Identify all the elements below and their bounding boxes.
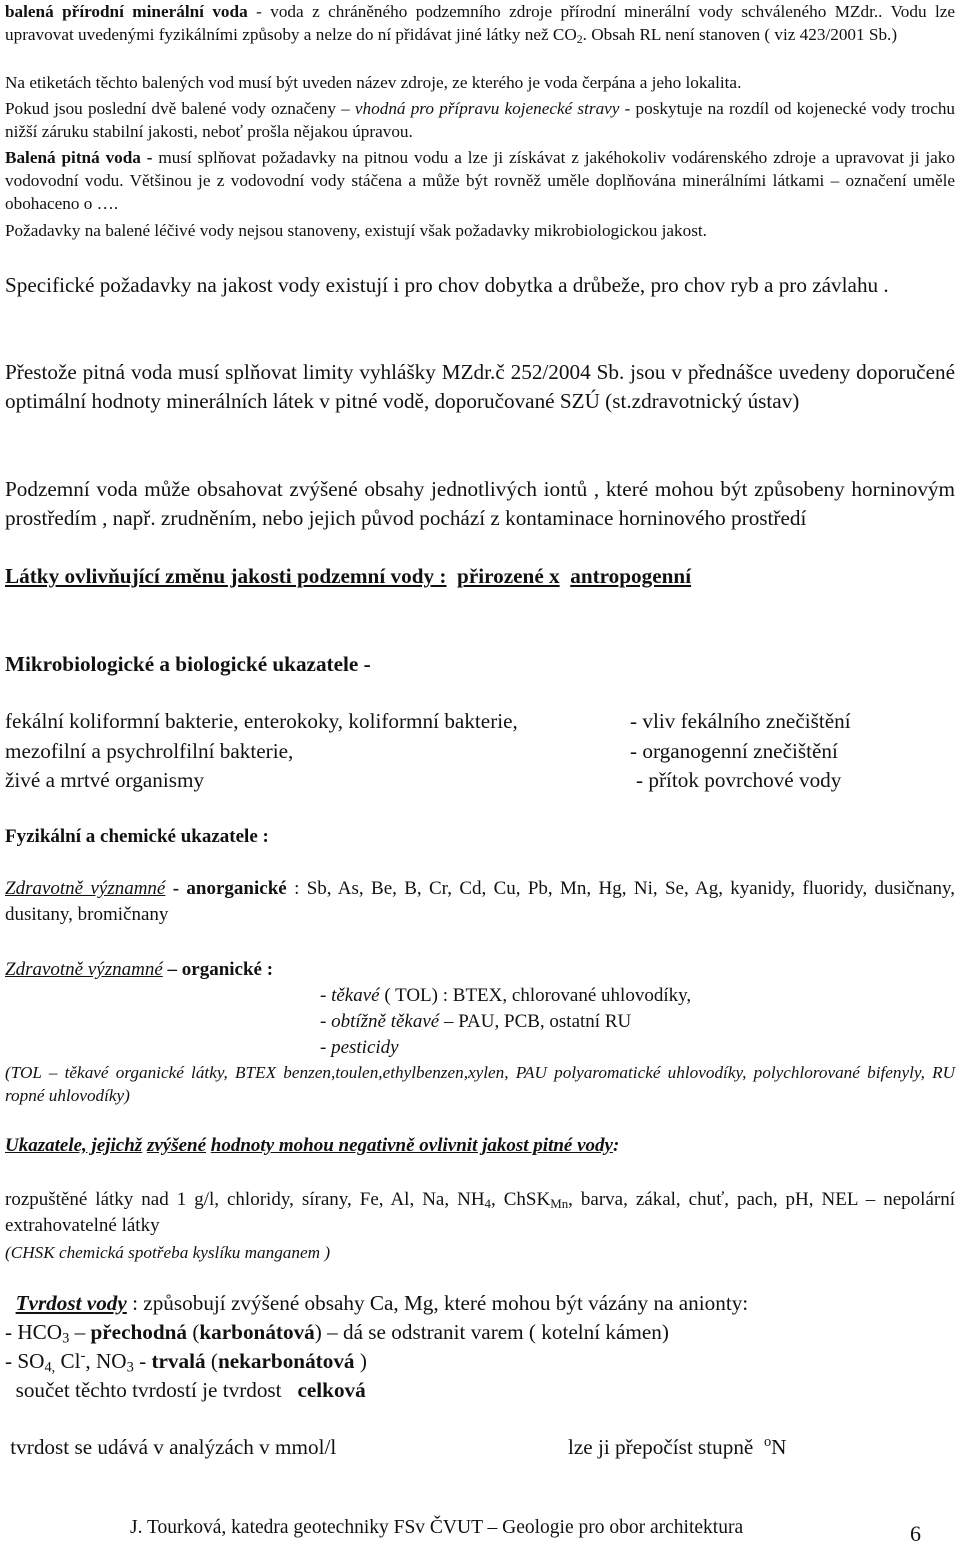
list-item: fekální koliformní bakterie, enterokoky, koliformní bakterie, - vliv fekálního znečištění — [5, 709, 851, 733]
tvrdost-line-3: - $SO_{4,}$ Cl-, $NO_3$ - trvalá (nekarbonátová ) — [5, 1348, 367, 1376]
list-item: - obtížně těkavé – PAU, PCB, ostatní RU — [320, 1011, 632, 1032]
paragraph-dissolved-substances: rozpuštěné látky nad 1 g/l, chloridy, sírany, Fe, Al, Na, $NH_4$, ChSK$_{Mn}$, barva, zákal, chuť, pach, pH, NEL – nepolární extrahovatelné látky — [5, 1189, 955, 1236]
heading-physical-chemical: Fyzikální a chemické ukazatele : — [5, 826, 269, 847]
paragraph-bottled-drinking-water: Balená pitná voda - musí splňovat požadavky na pitnou vodu a lze ji získávat z jakéhokoliv vodárenského zdroje a upravovat ji jako vodovodní vodu. Většinou je z vodovodní vody stáčena a může být rovněž uměle doplňována minerálními látkami – označení uměle obohaceno o …. — [5, 148, 955, 214]
list-item: - pesticidy — [320, 1037, 399, 1058]
note-chsk: (CHSK chemická spotřeba kyslíku manganem ) — [5, 1243, 331, 1262]
page-footer — [130, 1517, 950, 1546]
paragraph-inorganic: Zdravotně významné - anorganické : Sb, As, Be, B, Cr, Cd, Cu, Pb, Mn, Hg, Ni, Se, Ag, kyanidy, fluoridy, dusičnany, dusitany, bromičnany — [5, 878, 956, 925]
organic-list — [5, 983, 955, 1061]
tvrdost-line-2: - $HCO_3$ – přechodná (karbonátová) – dá se odstranit varem ( kotelní kámen) — [5, 1320, 669, 1347]
heading-organic: Zdravotně významné – organické : — [5, 959, 274, 980]
paragraph-groundwater-ions: Podzemní voda může obsahovat zvýšené obsahy jednotlivých iontů , které mohou být způsobeny horninovým prostředím , např. zrudněním, nebo jejich původ pochází z kontaminace horninového prostředí — [5, 477, 955, 530]
list-item: mezofilní a psychrolfilní bakterie, - organogenní znečištění — [5, 738, 838, 763]
paragraph-drinking-water-limits: Přestože pitná voda musí splňovat limity vyhlášky MZdr.č 252/2004 Sb. jsou v přednášce uvedeny doporučené optimální hodnoty minerálních látek v pitné vodě, doporučované SZÚ (st.zdravotnický ústav) — [5, 360, 955, 413]
page-number: 6 — [910, 1521, 921, 1546]
tvrdost-line-4: součet těchto tvrdostí je tvrdost celková — [5, 1378, 366, 1402]
heading-quality-factors: Látky ovlivňující změnu jakosti podzemní vody : přirozené x antropogenní — [5, 564, 692, 588]
tvrdost-line-1: Tvrdost vody : způsobují zvýšené obsahy Ca, Mg, které mohou být vázány na anionty: — [15, 1291, 749, 1315]
paragraph-mineral-water: balená přírodní minerální voda - voda z chráněného podzemního zdroje přírodní minerální vody schváleného MZdr.. Vodu lze upravovat uvedenými fyzikálními způsoby a nelze do ní přidávat jiné látky než $CO_2$. Obsah RL není stanoven ( viz 423/2001 Sb.) — [5, 2, 955, 47]
list-item: - těkavé ( TOL) : BTEX, chlorované uhlovodíky, — [320, 985, 692, 1006]
microbiological-list — [5, 707, 955, 796]
heading-increased-values: Ukazatele, jejichž zvýšené hodnoty mohou negativně ovlivnit jakost pitné vody: — [5, 1135, 620, 1156]
paragraph-specific-requirements: Specifické požadavky na jakost vody existují i pro chov dobytka a drůbeže, pro chov ryb a pro závlahu . — [5, 273, 889, 297]
paragraph-medicinal-water: Požadavky na balené léčivé vody nejsou stanoveny, existují však požadavky mikrobiologickou jakost. — [5, 221, 707, 240]
list-item: živé a mrtvé organismy - přítok povrchové vody — [5, 768, 842, 792]
note-organic-abbreviations: (TOL – těkavé organické látky, BTEX benzen,toulen,ethylbenzen,xylen, PAU polyaromatické uhlovodíky, polychlorované bifenyly, RU ropné uhlovodíky) — [5, 1063, 955, 1106]
paragraph-labels: Na etiketách těchto balených vod musí být uveden název zdroje, ze kterého je voda čerpána a jeho lokalita. — [5, 73, 742, 92]
tvrdost-line-5: tvrdost se udává v analýzách v mmol/l lze ji přepočíst stupně $^o$N — [10, 1434, 787, 1459]
heading-microbiological: Mikrobiologické a biologické ukazatele - — [5, 652, 371, 676]
footer-text: J. Tourková, katedra geotechniky FSv ČVUT – Geologie pro obor architektura — [130, 1517, 744, 1538]
paragraph-infant-water: Pokud jsou poslední dvě balené vody označeny – vhodná pro přípravu kojenecké stravy - poskytuje na rozdíl od kojenecké vody trochu nižší záruku stabilní jakosti, neboť prošla nějakou úpravou. — [5, 99, 956, 142]
